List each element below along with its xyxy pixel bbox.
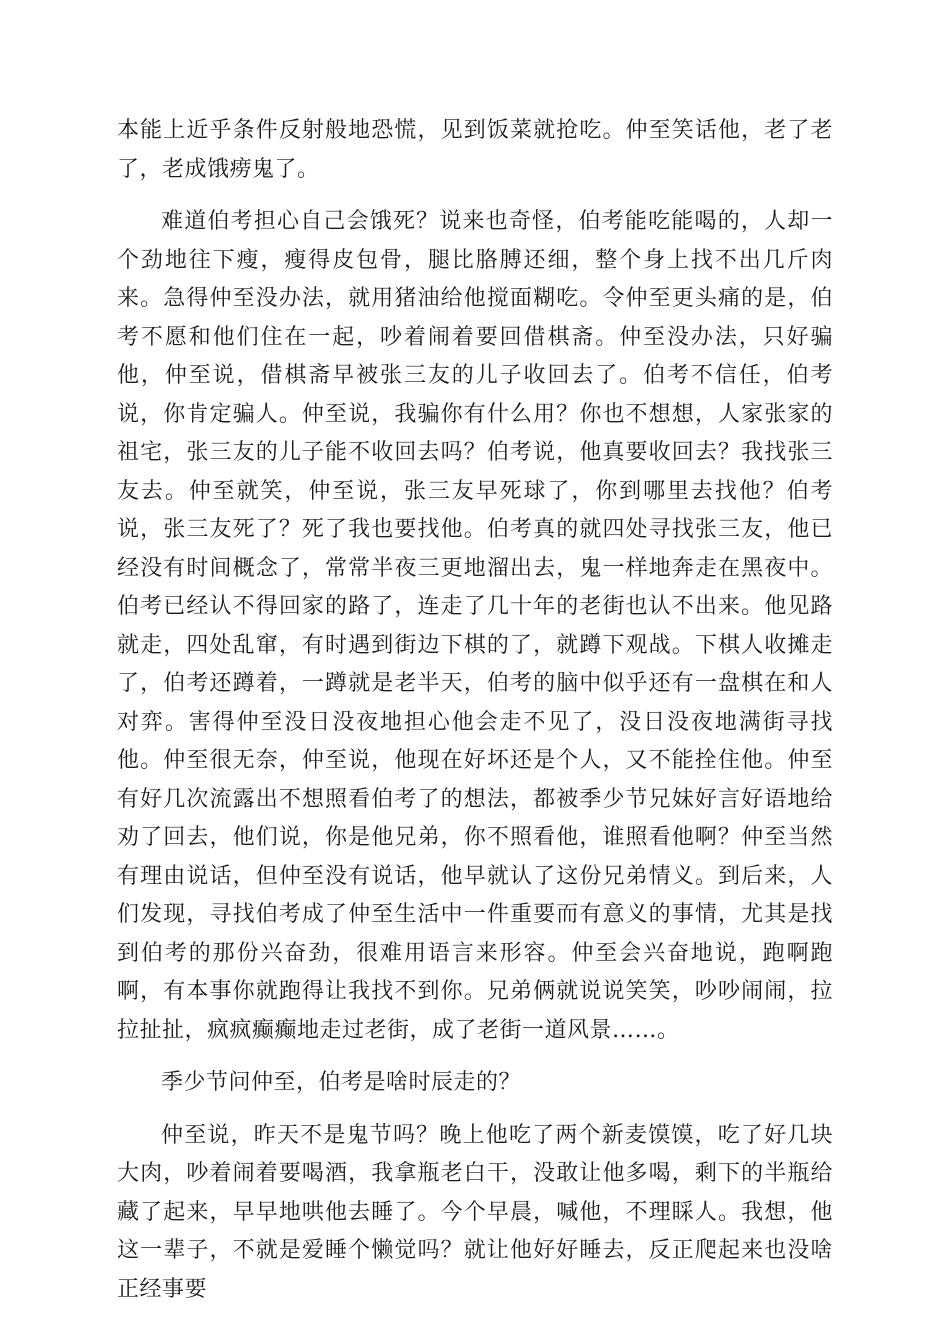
paragraph: 本能上近乎条件反射般地恐慌，见到饭菜就抢吃。仲至笑话他，老了老了，老成饿痨鬼了。: [117, 118, 833, 182]
body-text: [117, 112, 833, 1309]
paragraph: 难道伯考担心自己会饿死？说来也奇怪，伯考能吃能喝的，人却一个劲地往下瘦，瘦得皮包骨，腿比胳膊还细，整个身上找不出几斤肉来。急得仲至没办法，就用猪油给他搅面糊吃。令仲至更头痛的是，伯考不愿和他们住在一起，吵着闹着要回借棋斋。仲至没办法，只好骗他，仲至说，借棋斋早被张三友的儿子收回去了。伯考不信任，伯考说，你肯定骗人。仲至说，我骗你有什么用？你也不想想，人家张家的祖宅，张三友的儿子能不收回去吗？伯考说，他真要收回去？我找张三友去。仲至就笑，仲至说，张三友早死球了，你到哪里去找他？伯考说，张三友死了？死了我也要找他。伯考真的就四处寻找张三友，他已经没有时间概念了，常常半夜三更地溜出去，鬼一样地奔走在黑夜中。伯考已经认不得回家的路了，连走了几十年的老街也认不出来。他见路就走，四处乱窜，有时遇到街边下棋的了，就蹲下观战。下棋人收摊走了，伯考还蹲着，一蹲就是老半天，伯考的脑中似乎还有一盘棋在和人对弈。害得仲至没日没夜地担心他会走不见了，没日没夜地满街寻找他。仲至很无奈，仲至说，他现在好坏还是个人，又不能拴住他。仲至有好几次流露出不想照看伯考了的想法，都被季少节兄妹好言好语地给劝了回去，他们说，你是他兄弟，你不照看他，谁照看他啊？仲至当然有理由说话，但仲至没有说话，他早就认了这份兄弟情义。到后来，人们发现，寻找伯考成了仲至生活中一件重要而有意义的事情，尤其是找到伯考的那份兴奋劲，很难用语言来形容。仲至会兴奋地说，跑啊跑啊，有本事你就跑得让我找不到你。兄弟俩就说说笑笑，吵吵闹闹，拉拉扯扯，疯疯癫癫地走过老街，成了老街一道风景……。: [117, 209, 833, 1043]
paragraph: 季少节问仲至，伯考是啥时辰走的？: [161, 1070, 522, 1095]
paragraph: 仲至说，昨天不是鬼节吗？晚上他吃了两个新麦馍馍，吃了好几块大肉，吵着闹着要喝酒，我拿瓶老白干，没敢让他多喝，剩下的半瓶给藏了起来，早早地哄他去睡了。今个早晨，喊他，不理睬人。我想，他这一辈子，不就是爱睡个懒觉吗？就让他好好睡去，反正爬起来也没啥正经事要: [117, 1122, 833, 1302]
